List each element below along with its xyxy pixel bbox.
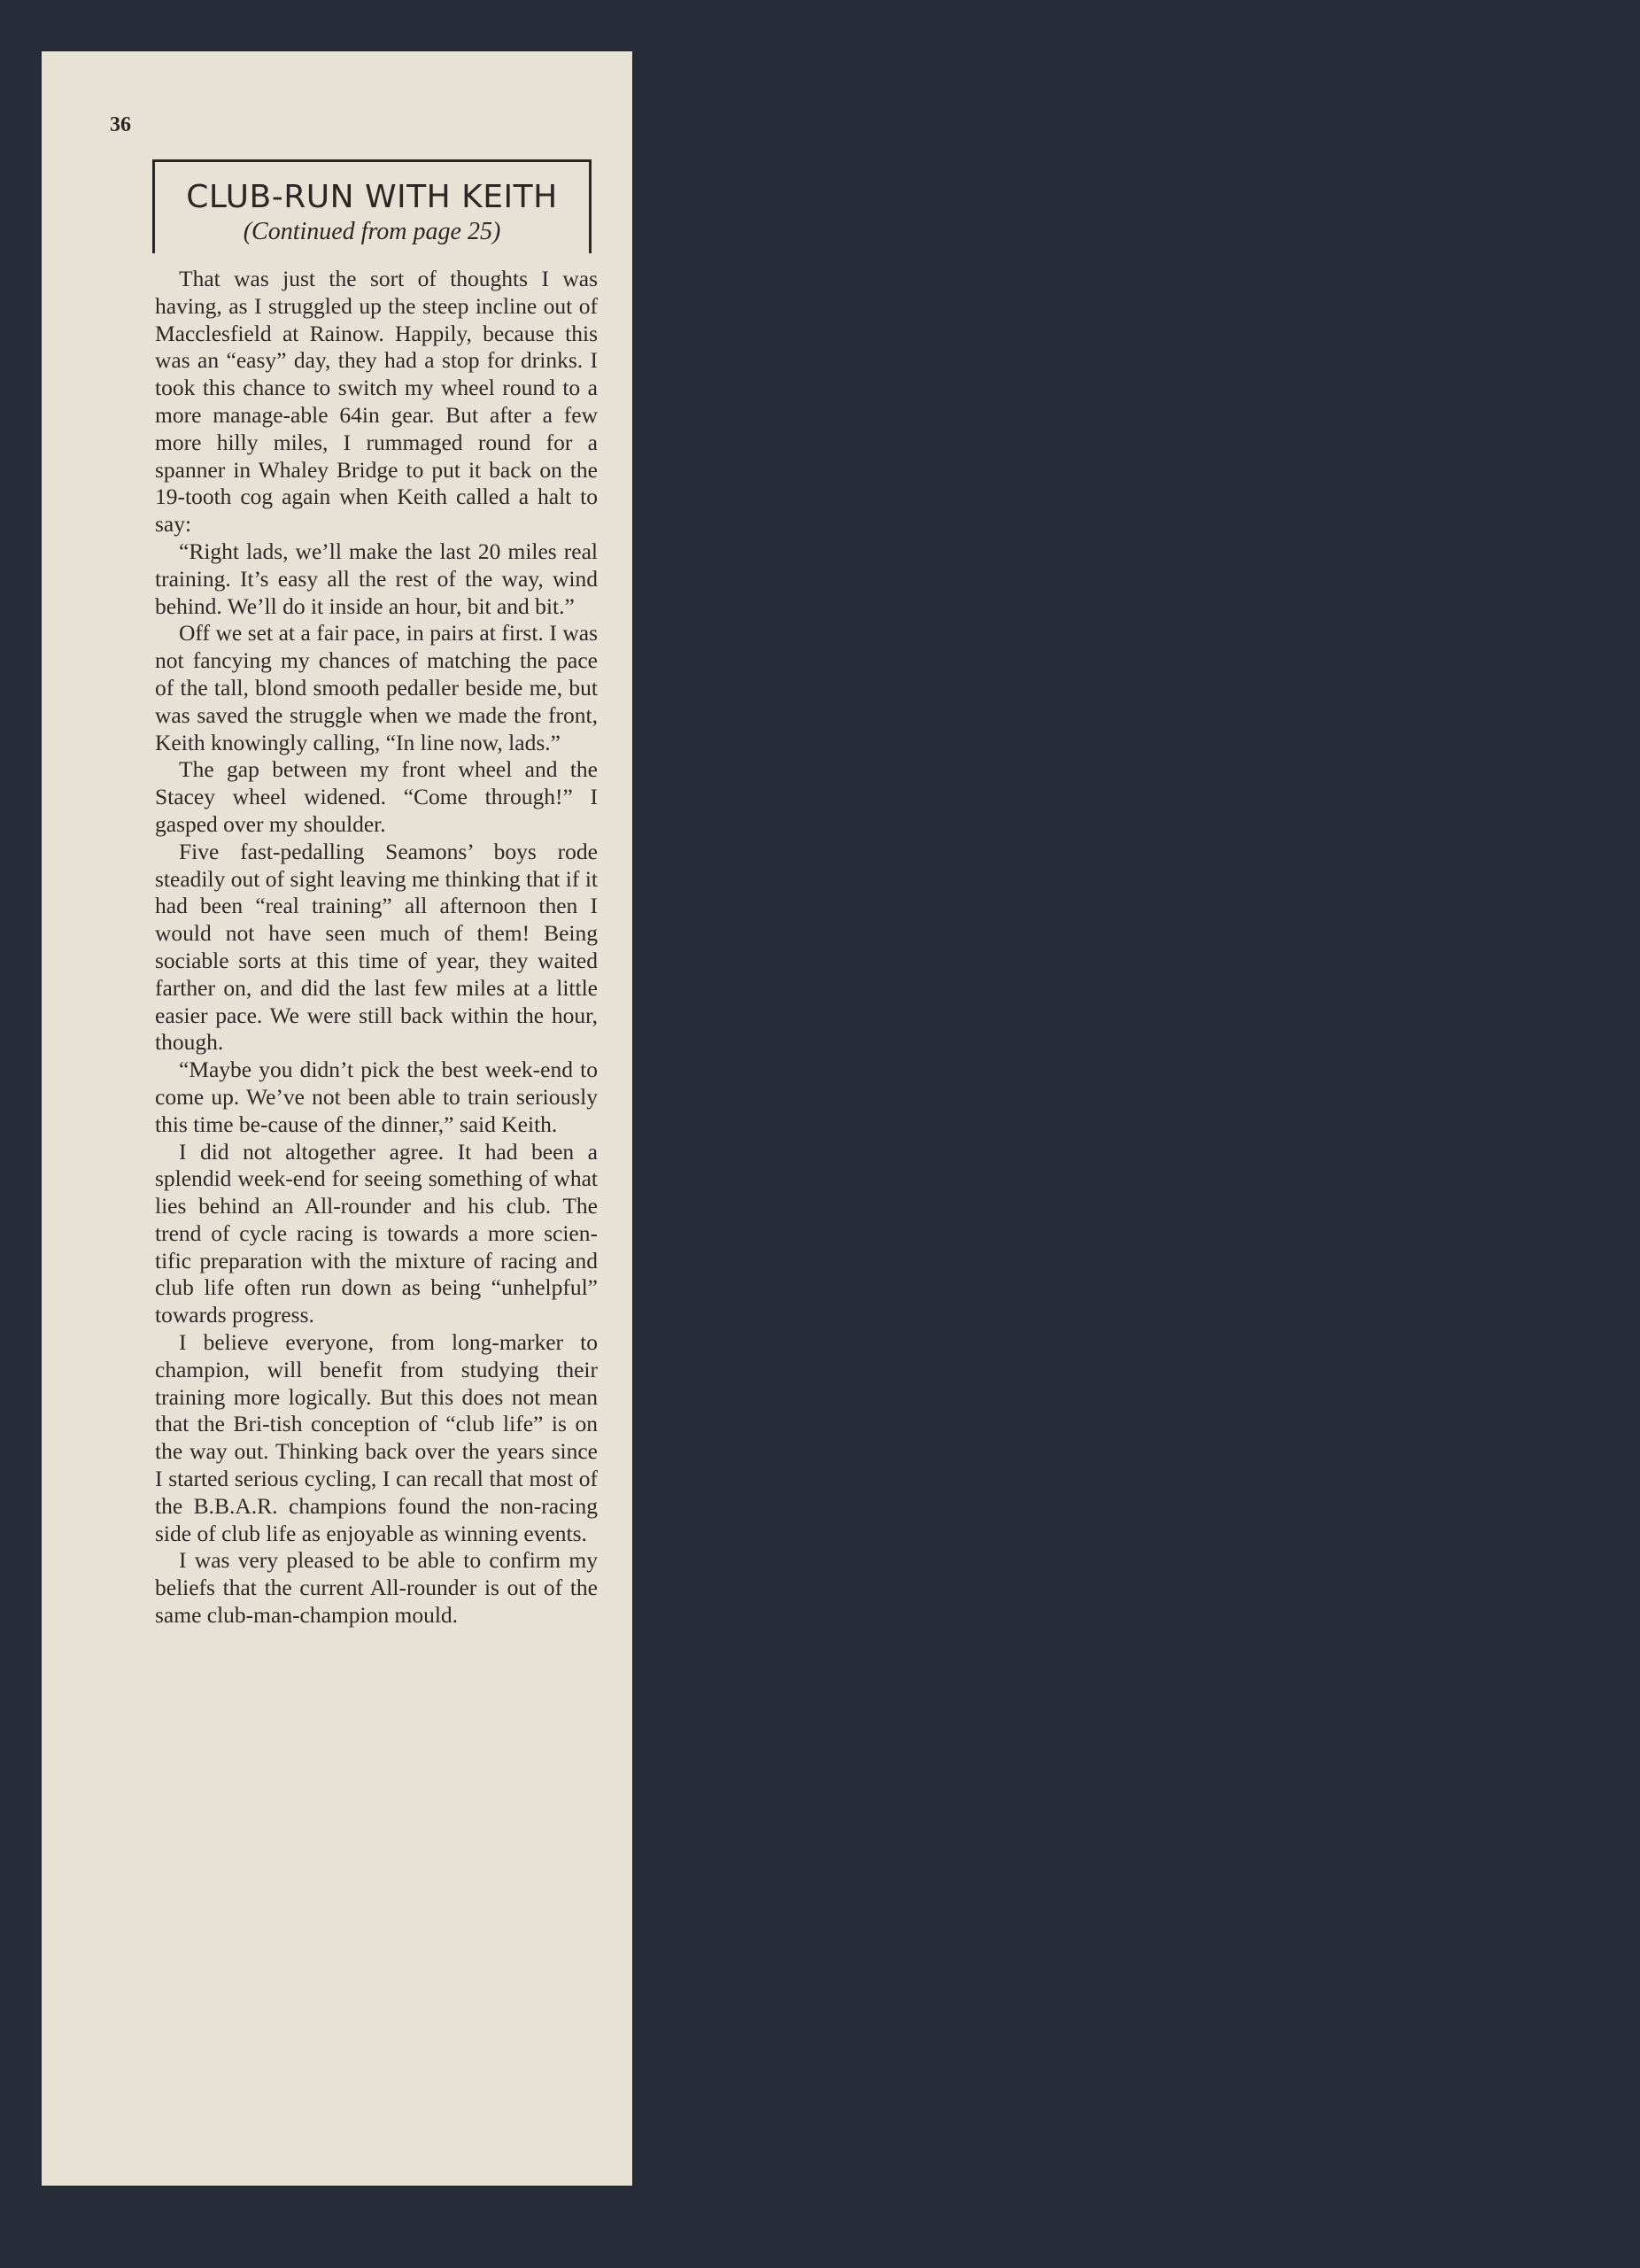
paragraph: Off we set at a fair pace, in pairs at first. I was not fancying my chances of matching the pace of the tall, blond smooth pedaller beside me, but was saved the struggle when we made the front, Keith knowingly calling, “In line now, lads.” (155, 620, 598, 755)
paragraph: That was just the sort of thoughts I was having, as I struggled up the steep incline out of Macclesfield at Rainow. Happily, because this was an “easy” day, they had a stop for drinks. I took this chance to switch my wheel round to a more manage-able 64in gear. But after a few more hilly miles, I rummaged round for a spanner in Whaley Bridge to put it back on the 19-tooth cog again when Keith called a halt to say: (155, 266, 598, 538)
page-number: 36 (110, 113, 131, 136)
paragraph: I was very pleased to be able to confirm my beliefs that the current All-rounder is out of the same club-man-champion mould. (155, 1547, 598, 1629)
paragraph: The gap between my front wheel and the Stacey wheel widened. “Come through!” I gasped over my shoulder. (155, 756, 598, 837)
title-box (152, 159, 592, 253)
paragraph: I believe everyone, from long-marker to champion, will benefit from studying their training more logically. But this does not mean that the Bri-tish conception of “club life” is on the way out. Thinking back over the years since I started serious cycling, I can recall that most of the B.B.A.R. champions found the non-racing side of club life as enjoyable as winning events. (155, 1329, 598, 1546)
article-title: CLUB-RUN WITH KEITH (186, 179, 558, 215)
paragraph: I did not altogether agree. It had been a splendid week-end for seeing something of what lies behind an All-rounder and his club. The trend of cycle racing is towards a more scien-tific preparation with the mixture of racing and club life often run down as being “unhelpful” towards progress. (155, 1138, 598, 1328)
article-subtitle: (Continued from page 25) (243, 218, 501, 245)
paragraph: Five fast-pedalling Seamons’ boys rode steadily out of sight leaving me thinking that if it had been “real training” all afternoon then I would not have seen much of them! Being sociable sorts at this time of year, they waited farther on, and did the last few miles at a little easier pace. We were still back within the hour, though. (155, 838, 598, 1056)
article-body (155, 266, 598, 1629)
paragraph: “Right lads, we’ll make the last 20 miles real training. It’s easy all the rest of the way, wind behind. We’ll do it inside an hour, bit and bit.” (155, 538, 598, 619)
paragraph: “Maybe you didn’t pick the best week-end to come up. We’ve not been able to train seriously this time be-cause of the dinner,” said Keith. (155, 1057, 598, 1137)
